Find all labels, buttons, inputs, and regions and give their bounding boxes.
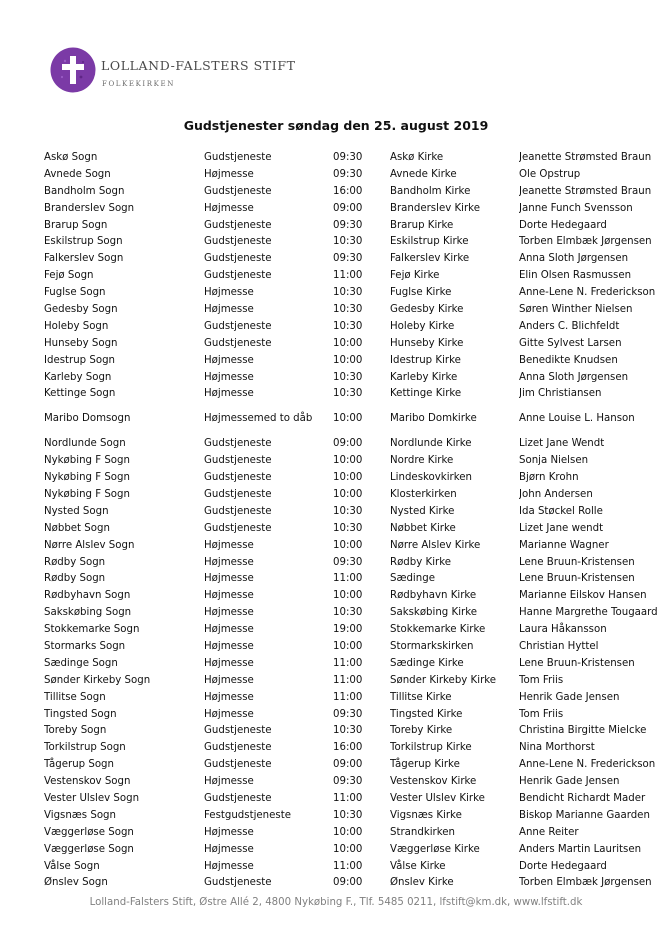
church-cell: Maribo Domkirke [390,413,477,425]
church-cell: Torkilstrup Kirke [390,742,472,754]
parish-cell: Stokkemarke Sogn [44,624,140,636]
table-row [44,672,662,689]
service-cell: Højmesse [204,556,254,568]
table-row [44,570,662,587]
parish-cell: Fejø Sogn [44,270,94,282]
pastor-cell: Henrik Gade Jensen [519,776,620,788]
parish-cell: Maribo Domsogn [44,413,131,425]
pastor-cell: Lizet Jane Wendt [519,438,605,450]
table-row [44,486,662,503]
time-cell: 10:00 [333,843,363,855]
church-cell: Brarup Kirke [390,219,454,231]
time-cell: 11:00 [333,860,363,872]
table-row [44,739,662,756]
service-cell: Højmesse [204,657,254,669]
pastor-cell: Lene Bruun-Kristensen [519,573,635,585]
service-cell: Højmesse [204,860,254,872]
time-cell: 10:30 [333,303,363,315]
church-cell: Nysted Kirke [390,505,455,517]
time-cell: 11:00 [333,793,363,804]
church-cell: Sønder Kirkeby Kirke [390,674,497,686]
table-row [44,435,662,452]
church-cell: Sædinge [390,573,435,585]
time-cell: 10:00 [333,354,363,366]
service-cell: Højmesse [204,168,254,180]
pastor-cell: Benedikte Knudsen [519,354,618,366]
table-row [44,369,662,386]
table-row [44,689,662,706]
church-cell: Vestenskov Kirke [390,776,477,788]
table-row [44,385,662,402]
church-cell: Idestrup Kirke [390,354,461,366]
table-row [44,469,662,486]
pastor-cell: Anne-Lene N. Frederickson [519,287,656,299]
time-cell: 09:30 [333,556,363,568]
parish-cell: Tågerup Sogn [44,759,114,771]
parish-cell: Vester Ulslev Sogn [44,793,140,804]
time-cell: 11:00 [333,674,363,686]
parish-cell: Tingsted Sogn [44,708,117,720]
pastor-cell: Christian Hyttel [519,640,599,652]
service-cell: Gudstjeneste [204,793,272,804]
table-row [44,318,662,335]
pastor-cell: Anders Martin Lauritsen [519,843,642,855]
time-cell: 09:30 [333,776,363,788]
pastor-cell: Lizet Jane wendt [519,522,604,534]
church-cell: Vålse Kirke [390,860,446,872]
table-row [44,452,662,469]
parish-cell: Kettinge Sogn [44,388,116,400]
time-cell: 09:30 [333,168,363,180]
table-row [44,217,662,234]
time-cell: 10:30 [333,236,363,248]
church-cell: Kettinge Kirke [390,388,462,400]
time-cell: 10:30 [333,522,363,534]
parish-cell: Toreby Sogn [44,725,107,737]
table-row [44,723,662,740]
church-cell: Nørre Alslev Kirke [390,539,481,551]
parish-cell: Askø Sogn [44,151,98,163]
service-cell: Gudstjeneste [204,488,272,500]
time-cell: 10:00 [333,455,363,467]
parish-cell: Stormarks Sogn [44,640,126,652]
church-cell: Tingsted Kirke [390,708,463,720]
church-cell: Holeby Kirke [390,320,455,332]
table-row [44,807,662,824]
church-cell: Væggerløse Kirke [390,843,480,855]
service-cell: Gudstjeneste [204,236,272,248]
service-cell: Gudstjeneste [204,253,272,265]
time-cell: 09:30 [333,219,363,231]
table-row [44,841,662,858]
pastor-cell: Anders C. Blichfeldt [519,320,620,332]
service-cell: Gudstjeneste [204,877,272,889]
table-row [44,149,662,166]
pastor-cell: Jeanette Strømsted Braun [519,185,652,197]
time-cell: 10:30 [333,607,363,619]
service-cell: Højmesse [204,354,254,366]
parish-cell: Væggerløse Sogn [44,843,134,855]
table-row [44,166,662,183]
service-cell: Gudstjeneste [204,472,272,484]
time-cell: 09:30 [333,151,363,163]
pastor-cell: Christina Birgitte Mielcke [519,725,647,737]
table-row [44,638,662,655]
pastor-cell: Gitte Sylvest Larsen [519,337,622,349]
church-cell: Hunseby Kirke [390,337,464,349]
table-row [44,773,662,790]
parish-cell: Branderslev Sogn [44,202,135,214]
pastor-cell: Marianne Eilskov Hansen [519,590,647,602]
church-cell: Avnede Kirke [390,168,457,180]
time-cell: 10:00 [333,488,363,500]
table-row [44,284,662,301]
service-cell: Højmesse [204,371,254,383]
church-cell: Vester Ulslev Kirke [390,793,485,804]
church-cell: Sakskøbing Kirke [390,607,478,619]
parish-cell: Sønder Kirkeby Sogn [44,674,151,686]
time-cell: 09:00 [333,759,363,771]
parish-cell: Brarup Sogn [44,219,108,231]
pastor-cell: Ole Opstrup [519,168,581,180]
service-cell: Højmesse [204,843,254,855]
church-cell: Nordlunde Kirke [390,438,472,450]
pastor-cell: Laura Håkansson [519,624,607,636]
parish-cell: Falkerslev Sogn [44,253,124,265]
church-cell: Tågerup Kirke [390,759,460,771]
pastor-cell: Tom Friis [519,708,564,720]
service-cell: Højmesse [204,640,254,652]
parish-cell: Rødby Sogn [44,556,106,568]
time-cell: 10:00 [333,472,363,484]
document-title: Gudstjenester søndag den 25. august 2019 [183,118,489,133]
service-cell: Højmesse [204,607,254,619]
service-cell: Højmesse [204,826,254,838]
table-row [44,604,662,621]
table-row [44,706,662,723]
time-cell: 09:00 [333,438,363,450]
pastor-cell: Anna Sloth Jørgensen [519,253,629,265]
service-cell: Gudstjeneste [204,505,272,517]
service-cell: Gudstjeneste [204,185,272,197]
service-cell: Gudstjeneste [204,151,272,163]
pastor-cell: Dorte Hedegaard [519,219,607,231]
service-cell: Gudstjeneste [204,725,272,737]
parish-cell: Sakskøbing Sogn [44,607,132,619]
time-cell: 10:30 [333,371,363,383]
time-cell: 09:00 [333,202,363,214]
table-row [44,520,662,537]
pastor-cell: Sonja Nielsen [519,455,589,467]
service-cell: Højmesse [204,303,254,315]
time-cell: 11:00 [333,573,363,585]
church-cell: Lindeskovkirken [390,472,472,484]
church-cell: Nordre Kirke [390,455,454,467]
parish-cell: Vålse Sogn [44,860,100,872]
pastor-cell: Marianne Wagner [519,539,609,551]
parish-cell: Rødbyhavn Sogn [44,590,131,602]
parish-cell: Vestenskov Sogn [44,776,131,788]
church-cell: Stormarkskirken [390,640,474,652]
parish-cell: Ønslev Sogn [44,877,108,889]
church-cell: Gedesby Kirke [390,303,464,315]
service-cell: Højmesse [204,674,254,686]
time-cell: 10:00 [333,413,363,425]
church-cell: Ønslev Kirke [390,877,454,889]
service-cell: Gudstjeneste [204,337,272,349]
pastor-cell: Jeanette Strømsted Braun [519,151,652,163]
table-row [44,655,662,672]
church-cell: Rødby Kirke [390,556,452,568]
table-row [44,402,662,435]
table-row [44,621,662,638]
table-row [44,858,662,875]
diocese-logo-icon [50,47,96,93]
pastor-cell: Tom Friis [519,674,564,686]
time-cell: 11:00 [333,270,363,282]
church-cell: Askø Kirke [390,151,444,163]
church-cell: Fuglse Kirke [390,287,452,299]
time-cell: 10:30 [333,505,363,517]
church-cell: Bandholm Kirke [390,185,471,197]
footer-contact: Lolland-Falsters Stift, Østre Allé 2, 4800 Nykøbing F., Tlf. 5485 0211, lfstift@km.dk, www.lfstift.dk [89,897,583,908]
service-cell: Gudstjeneste [204,455,272,467]
service-cell: Gudstjeneste [204,219,272,231]
pastor-cell: Janne Funch Svensson [519,202,633,214]
pastor-cell: Torben Elmbæk Jørgensen [519,236,652,248]
service-cell: Højmesse [204,388,254,400]
table-row [44,183,662,200]
pastor-cell: John Andersen [519,488,593,500]
table-row [44,824,662,841]
parish-cell: Nykøbing F Sogn [44,472,130,484]
parish-cell: Gedesby Sogn [44,303,118,315]
table-row [44,233,662,250]
church-cell: Stokkemarke Kirke [390,624,486,636]
church-cell: Karleby Kirke [390,371,458,383]
time-cell: 16:00 [333,742,363,754]
pastor-cell: Bjørn Krohn [519,472,579,484]
table-row [44,200,662,217]
church-cell: Klosterkirken [390,488,457,500]
time-cell: 19:00 [333,624,363,636]
time-cell: 10:30 [333,320,363,332]
church-cell: Tillitse Kirke [390,691,452,703]
table-row [44,756,662,773]
table-row [44,587,662,604]
service-cell: Højmesse [204,708,254,720]
parish-cell: Nysted Sogn [44,505,109,517]
time-cell: 10:00 [333,337,363,349]
time-cell: 10:30 [333,388,363,400]
service-cell: Festgudstjeneste [204,809,291,821]
church-cell: Rødbyhavn Kirke [390,590,477,602]
pastor-cell: Bendicht Richardt Mader [519,793,646,804]
parish-cell: Vigsnæs Sogn [44,809,116,821]
church-cell: Toreby Kirke [390,725,453,737]
pastor-cell: Lene Bruun-Kristensen [519,556,635,568]
parish-cell: Sædinge Sogn [44,657,118,669]
parish-cell: Eskilstrup Sogn [44,236,123,248]
table-row [44,267,662,284]
service-cell: Gudstjeneste [204,320,272,332]
parish-cell: Nykøbing F Sogn [44,455,130,467]
parish-cell: Idestrup Sogn [44,354,116,366]
pastor-cell: Anne Reiter [519,826,579,838]
table-row [44,335,662,352]
table-row [44,503,662,520]
parish-cell: Nordlunde Sogn [44,438,126,450]
parish-cell: Nøbbet Sogn [44,522,110,534]
church-cell: Falkerslev Kirke [390,253,470,265]
service-cell: Højmesse [204,202,254,214]
service-cell: Højmesse [204,539,254,551]
service-cell: Gudstjeneste [204,742,272,754]
parish-cell: Nykøbing F Sogn [44,488,130,500]
org-subtitle: FOLKEKIRKEN [102,80,175,88]
church-cell: Fejø Kirke [390,270,440,282]
service-schedule-table [44,149,662,891]
time-cell: 09:00 [333,877,363,889]
time-cell: 09:30 [333,708,363,720]
parish-cell: Bandholm Sogn [44,185,125,197]
table-row [44,790,662,807]
time-cell: 16:00 [333,185,363,197]
pastor-cell: Søren Winther Nielsen [519,303,633,315]
time-cell: 11:00 [333,691,363,703]
time-cell: 10:00 [333,640,363,652]
pastor-cell: Anne-Lene N. Frederickson [519,759,656,771]
service-cell: Højmessemed to dåb [204,413,313,425]
parish-cell: Avnede Sogn [44,168,111,180]
pastor-cell: Henrik Gade Jensen [519,691,620,703]
church-cell: Branderslev Kirke [390,202,480,214]
church-cell: Sædinge Kirke [390,657,464,669]
time-cell: 09:30 [333,253,363,265]
time-cell: 10:30 [333,725,363,737]
parish-cell: Tillitse Sogn [44,691,106,703]
pastor-cell: Dorte Hedegaard [519,860,607,872]
parish-cell: Holeby Sogn [44,320,109,332]
table-row [44,301,662,318]
service-cell: Gudstjeneste [204,522,272,534]
parish-cell: Væggerløse Sogn [44,826,134,838]
pastor-cell: Ida Støckel Rolle [519,505,603,517]
time-cell: 10:00 [333,539,363,551]
org-name: LOLLAND-FALSTERS STIFT [101,58,296,73]
service-cell: Højmesse [204,590,254,602]
church-cell: Vigsnæs Kirke [390,809,462,821]
time-cell: 10:00 [333,590,363,602]
table-row [44,250,662,267]
table-row [44,352,662,369]
pastor-cell: Torben Elmbæk Jørgensen [519,877,652,889]
time-cell: 11:00 [333,657,363,669]
table-row [44,554,662,571]
parish-cell: Hunseby Sogn [44,337,118,349]
parish-cell: Nørre Alslev Sogn [44,539,135,551]
service-cell: Højmesse [204,624,254,636]
time-cell: 10:30 [333,287,363,299]
table-row [44,537,662,554]
time-cell: 10:00 [333,826,363,838]
table-row [44,875,662,892]
time-cell: 10:30 [333,809,363,821]
pastor-cell: Hanne Margrethe Tougaard [519,607,658,619]
pastor-cell: Lene Bruun-Kristensen [519,657,635,669]
service-cell: Gudstjeneste [204,759,272,771]
pastor-cell: Anna Sloth Jørgensen [519,371,629,383]
parish-cell: Karleby Sogn [44,371,112,383]
service-cell: Højmesse [204,287,254,299]
pastor-cell: Anne Louise L. Hanson [519,413,635,425]
service-cell: Gudstjeneste [204,270,272,282]
pastor-cell: Elin Olsen Rasmussen [519,270,632,282]
pastor-cell: Nina Morthorst [519,742,595,754]
parish-cell: Rødby Sogn [44,573,106,585]
parish-cell: Fuglse Sogn [44,287,106,299]
pastor-cell: Jim Christiansen [519,388,602,400]
church-cell: Strandkirken [390,826,455,838]
church-cell: Nøbbet Kirke [390,522,456,534]
service-cell: Højmesse [204,776,254,788]
service-cell: Højmesse [204,691,254,703]
pastor-cell: Biskop Marianne Gaarden [519,809,650,821]
church-cell: Eskilstrup Kirke [390,236,469,248]
service-cell: Højmesse [204,573,254,585]
parish-cell: Torkilstrup Sogn [44,742,126,754]
service-cell: Gudstjeneste [204,438,272,450]
